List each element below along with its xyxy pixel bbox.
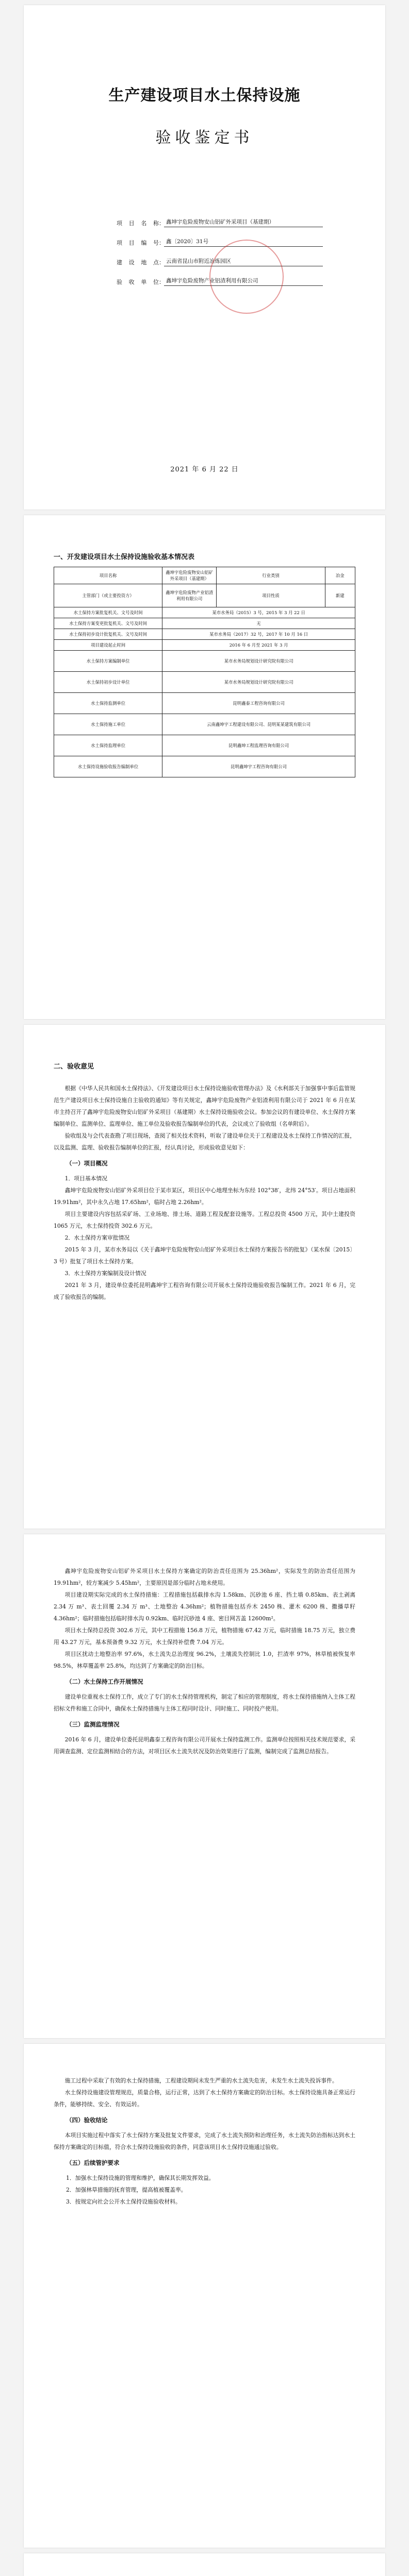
cover-date: 2021 年 6 月 22 日 xyxy=(170,466,239,473)
table-cell-value: 云南鑫坤宇工程建设有限公司、昆明某某建筑有限公司 xyxy=(162,714,355,735)
table-cell-label: 水土保持监理单位 xyxy=(54,735,162,756)
subsection-heading: （二）水土保持工作开展情况 xyxy=(66,1678,143,1685)
subsection-heading: （五）后续管护要求 xyxy=(66,2159,120,2166)
cover-subtitle: 验收鉴定书 xyxy=(155,129,254,147)
cover-row: 项目编号 ： 鑫〔2020〕31号 xyxy=(117,233,323,247)
cover-field-label: 验收单位 xyxy=(117,279,159,285)
paragraph: 鑫坤宇危险废物安山铝矿外采项目水土保持方案确定的防治责任范围为 25.36hm²，实际发生的防治责任范围为 19.91hm²，较方案减少 5.45hm²，主要原因是部分临时占地未使用。 xyxy=(54,1568,355,1586)
paragraph: 本项目实施过程中落实了水土保持方案及批复文件要求，完成了水土流失预防和治理任务，水土流失防治指标达到水土保持方案确定的目标值，符合水土保持设施验收的条件，同意该项目水土保持设施通过验收。 xyxy=(54,2132,355,2150)
table-row xyxy=(54,567,355,584)
page-opinion-conclusion xyxy=(24,2044,385,2548)
table-cell-label: 主管部门（或主要投资方） xyxy=(54,584,162,607)
opinion-body xyxy=(54,2075,355,2208)
cover-field-value: 鑫坤宇危险废物产业铝渣利用有限公司 xyxy=(164,277,323,286)
cover-field-label: 项目名称 xyxy=(117,220,159,227)
table-cell-label: 水土保持设施验收报告编制单位 xyxy=(54,756,162,777)
subsection-heading: （一）项目概况 xyxy=(66,1160,108,1167)
paragraph: 2015 年 3 月，某市水务局以《关于鑫坤宇危险废物安山铝矿外采项目水土保持方案报告书的批复》（某水保〔2015〕3 号）批复了项目水土保持方案。 xyxy=(54,1246,355,1265)
table-cell-label: 水土保持方案变更批复机关、文号及时间 xyxy=(54,618,162,629)
paragraph: 施工过程中采取了有效的水土保持措施，工程建设期间未发生严重的水土流失危害，未发生水土流失投诉事件。 xyxy=(64,2077,338,2084)
table-cell-label: 水土保持初步设计批复机关、文号及时间 xyxy=(54,629,162,640)
table-cell-label: 水土保持方案编制单位 xyxy=(54,651,162,672)
paragraph: 建设单位重视水土保持工作，成立了专门的水土保持管理机构，制定了相应的管理制度，将水土保持措施纳入主体工程招标文件和施工合同中，确保水土保持措施与主体工程同时设计、同时施工、同时投产使用。 xyxy=(54,1693,355,1712)
paragraph: 项目主要建设内容包括采矿场、工业场地、排土场、道路工程及配套设施等。工程总投资 4500 万元，其中土建投资 1065 万元，水土保持投资 302.6 万元。 xyxy=(54,1211,355,1229)
table-row xyxy=(54,756,355,777)
table-cell-value: 某市水务局（2017）32 号，2017 年 10 月 16 日 xyxy=(162,629,355,640)
table-cell-value: 某市水务局（2015）3 号，2015 年 3 月 22 日 xyxy=(162,607,355,618)
cover-title: 生产建设项目水土保持设施 xyxy=(108,87,301,105)
table-cell-label: 项目性质 xyxy=(217,584,325,607)
cover-field-value: 云南省昆山市附近冶炼园区 xyxy=(164,257,323,266)
section-heading: 一、开发建设项目水土保持设施验收基本情况表 xyxy=(54,553,195,561)
table-row xyxy=(54,651,355,672)
list-item: 1．加强水土保持设施的管理和维护，确保其长期发挥效益。 xyxy=(66,2175,215,2181)
cover-field-label: 项目编号 xyxy=(117,240,159,246)
cover-field-value: 鑫〔2020〕31号 xyxy=(164,238,323,247)
paragraph: 3．水土保持方案编制及设计情况 xyxy=(64,1270,146,1277)
table-cell-value: 无 xyxy=(162,618,355,629)
cover-row: 验收单位 ： 鑫坤宇危险废物产业铝渣利用有限公司 xyxy=(117,273,323,286)
page-opinion xyxy=(24,1025,385,1529)
table-cell-label: 水土保持监测单位 xyxy=(54,693,162,714)
subsection-heading: （三）监测监理情况 xyxy=(66,1721,120,1728)
table-cell-label: 水土保持施工单位 xyxy=(54,714,162,735)
table-cell-value: 某市水务局规划设计研究院有限公司 xyxy=(162,651,355,672)
official-seal-stamp xyxy=(209,240,284,314)
paragraph: 2016 年 6 月，建设单位委托昆明鑫泰工程咨询有限公司开展水土保持监测工作。监测单位按照相关技术规范要求，采用调查监测、定位监测相结合的方法，对项目区水土流失状况及防治效果进行了监测，编制完成了监测总结报告。 xyxy=(54,1736,355,1755)
page-opinion-continued xyxy=(24,1534,385,2038)
table-cell-value: 2016 年 6 月至 2021 年 3 月 xyxy=(162,640,355,651)
table-row xyxy=(54,672,355,693)
table-cell-label: 水土保持方案批复机关、文号及时间 xyxy=(54,607,162,618)
table-cell-label: 项目名称 xyxy=(54,567,162,584)
table-row xyxy=(54,618,355,629)
paragraph: 项目区扰动土地整治率 97.6%，水土流失总治理度 96.2%，土壤流失控制比 1.0，拦渣率 97%，林草植被恢复率 98.5%，林草覆盖率 25.8%，均达到了方案确定的防治目标。 xyxy=(54,1651,355,1669)
paragraph: 项目水土保持总投资 302.6 万元，其中工程措施 156.8 万元，植物措施 67.42 万元，临时措施 18.75 万元，独立费用 43.27 万元，基本预备费 9.32 万元，水土保持补偿费 7.04 万元。 xyxy=(54,1627,355,1646)
page-signatures xyxy=(24,2553,385,2576)
table-row xyxy=(54,629,355,640)
table-row xyxy=(54,584,355,607)
table-cell-label: 水土保持初步设计单位 xyxy=(54,672,162,693)
table-cell-value: 昆明鑫泰工程咨询有限公司 xyxy=(162,693,355,714)
paragraph: 2．水土保持方案审批情况 xyxy=(64,1234,130,1241)
table-cell-value: 昆明鑫坤宇工程咨询有限公司 xyxy=(162,756,355,777)
table-cell-value: 鑫坤宇危险废物产业铝渣利用有限公司 xyxy=(162,584,217,607)
table-cell-label: 项目建设起止时间 xyxy=(54,640,162,651)
table-cell-label: 行业类别 xyxy=(217,567,325,584)
page-basic-info xyxy=(24,515,385,1019)
table-cell-value: 昆明鑫坤工程监理咨询有限公司 xyxy=(162,735,355,756)
cover-field-value: 鑫坤宇危险废物安山铝矿外采项目（基建期） xyxy=(164,218,323,227)
paragraph: 项目建设期实际完成的水土保持措施：工程措施包括截排水沟 1.58km、沉砂池 6 座、挡土墙 0.85km、表土剥离 2.34 万 m³、表土回覆 2.34 万 m³、土地整治 4.36hm²；植物措施包括乔木 2450 株、灌木 6200 株、撒播草籽 4.36hm²；临时措施包括临时排水沟 0.92km、临时沉砂池 4 座、密目网苫盖 12600m²。 xyxy=(54,1591,355,1622)
table-cell-value: 鑫坤宇危险废物安山铝矿外采项目（基建期） xyxy=(162,567,217,584)
table-cell-value: 新建 xyxy=(325,584,355,607)
paragraph: 2021 年 3 月，建设单位委托昆明鑫坤宇工程咨询有限公司开展水土保持设施验收报告编制工作。2021 年 6 月，完成了验收报告的编制。 xyxy=(54,1282,356,1300)
paragraph: 验收组及与会代表查勘了项目现场，查阅了相关技术资料，听取了建设单位关于工程建设及水土保持工作情况的汇报，以及监测、监理、验收报告编制单位的汇报，经认真讨论，形成验收意见如下： xyxy=(54,1132,355,1151)
table-cell-value: 某市水务局规划设计研究院有限公司 xyxy=(162,672,355,693)
basic-info-table xyxy=(54,567,355,777)
paragraph: 根据《中华人民共和国水土保持法》、《开发建设项目水土保持设施验收管理办法》及《水利部关于加强事中事后监管规范生产建设项目水土保持设施自主验收的通知》等有关规定，鑫坤宇危险废物产业铝渣利用有限公司于 2021 年 6 月在某市主持召开了鑫坤宇危险废物安山铝矿外采项目（基建期）水土保持设施验收会议。参加会议的有建设单位、水土保持方案编制单位、监测单位、监理单位、施工单位及验收报告编制单位的代表，会议成立了验收组（名单附后）。 xyxy=(54,1085,355,1127)
section-heading: 二、验收意见 xyxy=(54,1063,94,1071)
table-cell-value: 冶金 xyxy=(325,567,355,584)
subsection-heading: （四）验收结论 xyxy=(66,2116,108,2124)
table-row xyxy=(54,693,355,714)
table-row xyxy=(54,714,355,735)
list-item: 2．加强林草措施的抚育管理，提高植被覆盖率。 xyxy=(66,2187,187,2193)
paragraph: 鑫坤宇危险废物安山铝矿外采项目位于某市某区，项目区中心地理坐标为东经 102°38′，北纬 24°53′。项目占地面积 19.91hm²，其中永久占地 17.65hm²，临时占地 2.26hm²。 xyxy=(54,1187,355,1206)
paragraph: 1．项目基本情况 xyxy=(64,1175,108,1182)
cover-field-label: 建设地点 xyxy=(117,259,159,266)
table-row xyxy=(54,607,355,618)
cover-row: 建设地点 ： 云南省昆山市附近冶炼园区 xyxy=(117,253,323,266)
opinion-body xyxy=(54,1082,355,1303)
list-item: 3．按规定向社会公开水土保持设施验收材料。 xyxy=(66,2198,181,2205)
table-row xyxy=(54,735,355,756)
opinion-body xyxy=(54,1565,355,1757)
cover-row: 项目名称 ： 鑫坤宇危险废物安山铝矿外采项目（基建期） xyxy=(117,214,323,227)
table-row xyxy=(54,640,355,651)
paragraph: 水土保持设施建设管理规范，质量合格，运行正常，达到了水土保持方案确定的防治目标。水土保持设施具备正常运行条件，能够持续、安全、有效运转。 xyxy=(54,2089,355,2108)
page-cover xyxy=(24,5,385,510)
